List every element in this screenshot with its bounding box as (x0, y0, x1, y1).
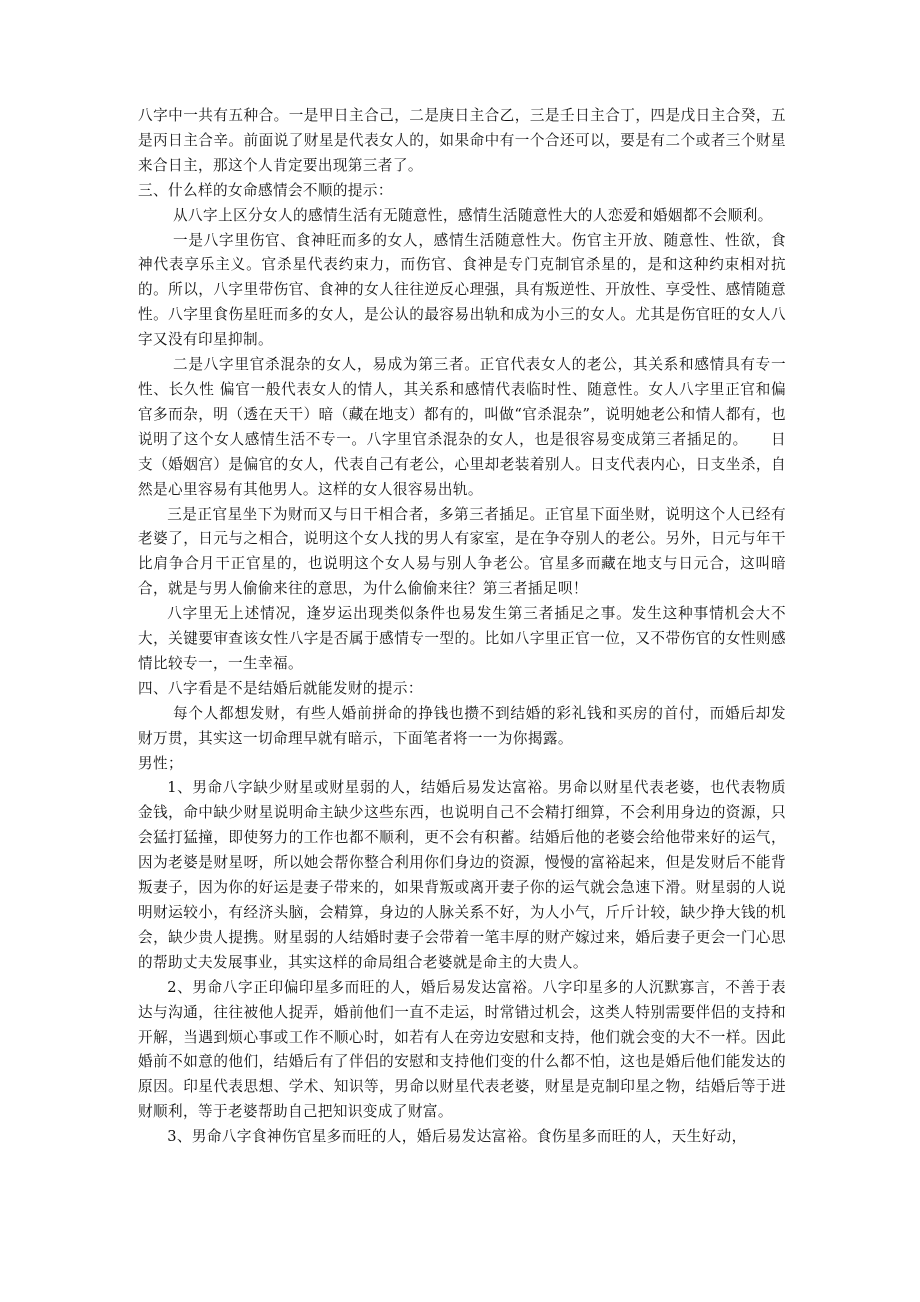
paragraph-suiyun: 八字里无上述情况，逢岁运出现类似条件也易发生第三者插足之事。发生这种事情机会大不大，关键要审查该女性八字是否属于感情专一型的。比如八字里正官一位，又不带伤官的女性则感情比较专一，一生幸福。 (138, 605, 786, 672)
paragraph-item-2: 2、男命八字正印偏印星多而旺的人，婚后易发达富裕。八字印星多的人沉默寡言，不善于表达与沟通，往往被他人捉弄，婚前他们一直不走运，时常错过机会，这类人特别需要伴侣的支持和开解，当遇到烦心事或工作不顺心时，如若有人在旁边安慰和支持，他们就会变的大不一样。因此婚前不如意的他们，结婚后有了伴侣的安慰和支持他们变的什么都不怕，这也是婚后他们能发达的原因。印星代表思想、学术、知识等，男命以财星代表老婆，财星是克制印星之物，结婚后等于进财顺利，等于老婆帮助自己把知识变成了财富。 (138, 978, 786, 1121)
paragraph-shangguan-shishen: 一是八字里伤官、食神旺而多的女人，感情生活随意性大。伤官主开放、随意性、性欲，食神代表享乐主义。官杀星代表约束力，而伤官、食神是专门克制官杀星的，是和这种约束相对抗的。所以，八字里带伤官、食神的女人往往逆反心理强，具有叛逆性、开放性、享受性、感情随意性。八字里食伤星旺而多的女人，是公认的最容易出轨和成为小三的女人。尤其是伤官旺的女人八字又没有印星抑制。 (138, 231, 786, 349)
paragraph-zhengguan-caixing: 三是正官星坐下为财而又与日干相合者，多第三者插足。正官星下面坐财，说明这个人已经有老婆了，日元与之相合，说明这个女人找的男人有家室，是在争夺别人的老公。另外，日元与年干比肩争合月干正官星的，也说明这个女人易与别人争老公。官星多而藏在地支与日元合，这叫暗合，就是与男人偷偷来往的意思，为什么偷偷来往？第三者插足呗！ (138, 505, 786, 598)
paragraph-everyone-wants-wealth: 每个人都想发财，有些人婚前拼命的挣钱也攒不到结婚的彩礼钱和买房的首付，而婚后却发财万贯，其实这一切命理早就有暗示，下面笔者将一一为你揭露。 (138, 704, 786, 747)
paragraph-five-combinations: 八字中一共有五种合。一是甲日主合己，二是庚日主合乙，三是壬日主合丁，四是戊日主合癸，五是丙日主合辛。前面说了财星是代表女人的，如果命中有一个合还可以，要是有二个或者三个财星来合日主，那这个人肯定要出现第三者了。 (138, 107, 786, 174)
subheading-male: 男性； (138, 754, 183, 772)
paragraph-item-3: 3、男命八字食神伤官星多而旺的人，婚后易发达富裕。食伤星多而旺的人，天生好动， (167, 1128, 747, 1146)
document-page (138, 104, 786, 1150)
paragraph-emotional-randomness: 从八字上区分女人的感情生活有无随意性，感情生活随意性大的人恋爱和婚姻都不会顺利。 (173, 206, 773, 224)
paragraph-guansha-hunza: 二是八字里官杀混杂的女人，易成为第三者。正官代表女人的老公，其关系和感情具有专一性、长久性 偏官一般代表女人的情人，其关系和感情代表临时性、随意性。女人八字里正官和偏官多而杂，明（透在天干）暗（藏在地支）都有的，叫做“官杀混杂”，说明她老公和情人都有，也说明了这个女人感情生活不专一。八字里官杀混杂的女人，也是很容易变成第三者插足的。 日支（婚姻宫）是偏官的女人，代表自己有老公，心里却老装着别人。日支代表内心，日支坐杀，自然是心里容易有其他男人。这样的女人很容易出轨。 (138, 356, 786, 498)
section-heading-four: 四、八字看是不是结婚后就能发财的提示： (138, 679, 423, 697)
paragraph-item-1: 1、男命八字缺少财星或财星弱的人，结婚后易发达富裕。男命以财星代表老婆，也代表物质金钱，命中缺少财星说明命主缺少这些东西，也说明自己不会精打细算，不会利用身边的资源，只会猛打猛撞，即使努力的工作也都不顺利，更不会有积蓄。结婚后他的老婆会给他带来好的运气，因为老婆是财星呀，所以她会帮你整合利用你们身边的资源，慢慢的富裕起来，但是发财后不能背叛妻子，因为你的好运是妻子带来的，如果背叛或离开妻子你的运气就会急速下滑。财星弱的人说明财运较小，有经济头脑，会精算，身边的人脉关系不好，为人小气，斤斤计较，缺少挣大钱的机会，缺少贵人提携。财星弱的人结婚时妻子会带着一笔丰厚的财产嫁过来，婚后妻子更会一门心思的帮助丈夫发展事业，其实这样的命局组合老婆就是命主的大贵人。 (138, 779, 786, 971)
section-heading-three: 三、什么样的女命感情会不顺的提示： (138, 181, 393, 199)
